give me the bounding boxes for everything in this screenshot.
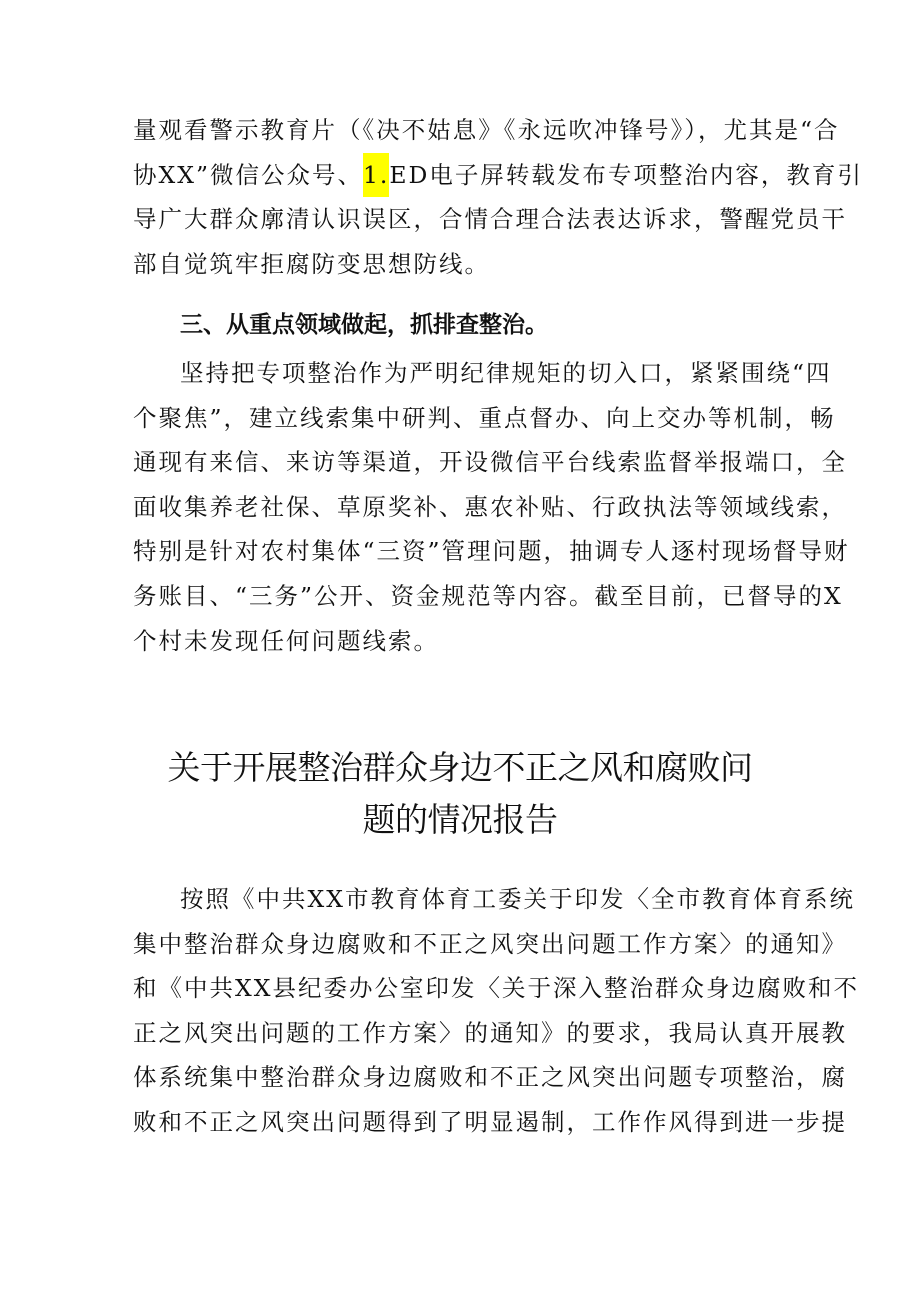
paragraph-key-areas bbox=[133, 351, 850, 663]
text-line: 坚持把专项整治作为严明纪律规矩的切入口，紧紧围绕“四 bbox=[180, 359, 832, 387]
text-line: 量观看警示教育片（《决不姑息》《永远吹冲锋号》），尤其是“合 bbox=[133, 116, 840, 144]
text-line: 部自觉筑牢拒腐防变思想防线。 bbox=[133, 249, 490, 278]
text-segment: ED电子屏转载发布专项整治内容，教育引 bbox=[389, 160, 863, 189]
text-line: 个聚焦”，建立线索集中研判、重点督办、向上交办等机制，畅 bbox=[133, 403, 836, 432]
text-line: 按照《中共XX市教育体育工委关于印发〈全市教育体育系统 bbox=[180, 885, 855, 913]
text-line: 面收集养老社保、草原奖补、惠农补贴、行政执法等领域线索， bbox=[133, 492, 847, 521]
text-line: 通现有来信、来访等渠道，开设微信平台线索监督举报端口，全 bbox=[133, 448, 847, 477]
title-line: 题的情况报告 bbox=[362, 800, 558, 839]
title-line: 关于开展整治群众身边不正之风和腐败问 bbox=[167, 748, 753, 787]
text-line: 个村未发现任何问题线索。 bbox=[133, 626, 439, 655]
text-line: 败和不正之风突出问题得到了明显遏制，工作作风得到进一步提 bbox=[133, 1107, 847, 1136]
text-line: 和《中共XX县纪委办公室印发〈关于深入整治群众身边腐败和不 bbox=[133, 974, 859, 1003]
text-line: 正之风突出问题的工作方案〉的通知》的要求，我局认真开展教 bbox=[133, 1018, 847, 1047]
paragraph-warning-education bbox=[133, 108, 863, 286]
section-heading: 三、从重点领域做起，抓排查整治。 bbox=[180, 312, 548, 338]
text-line: 体系统集中整治群众身边腐败和不正之风突出问题专项整治，腐 bbox=[133, 1063, 847, 1092]
text-segment: 协XX”微信公众号、 bbox=[133, 160, 363, 189]
text-line: 特别是针对农村集体“三资”管理问题，抽调专人逐村现场督导财 bbox=[133, 537, 850, 566]
text-line: 集中整治群众身边腐败和不正之风突出问题工作方案〉的通知》 bbox=[133, 929, 847, 958]
text-line bbox=[133, 153, 863, 198]
paragraph-report-intro bbox=[133, 877, 859, 1145]
text-line: 务账目、“三务”公开、资金规范等内容。截至目前，已督导的X bbox=[133, 581, 843, 610]
highlighted-text: 1. bbox=[363, 153, 389, 197]
report-title bbox=[130, 742, 790, 846]
text-line: 导广大群众廓清认识误区，合情合理合法表达诉求，警醒党员干 bbox=[133, 205, 847, 234]
